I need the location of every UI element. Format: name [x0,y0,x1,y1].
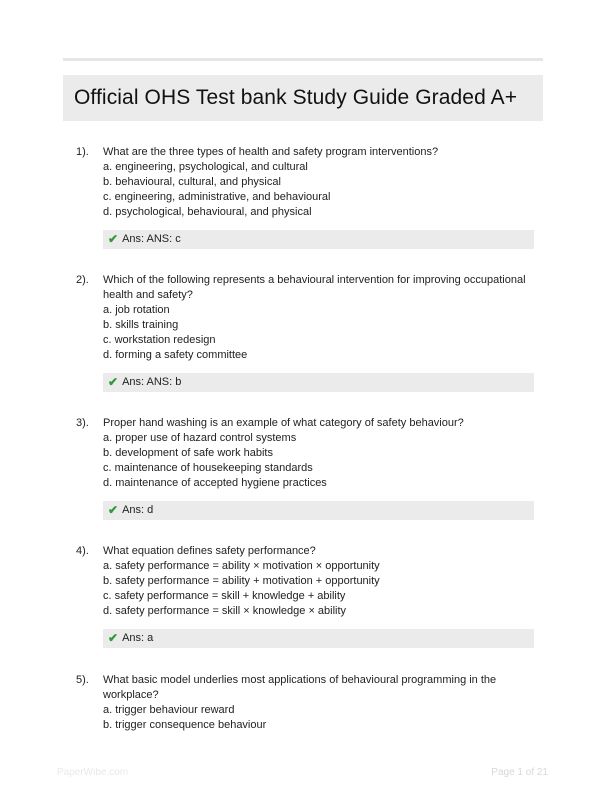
question-number: 3). [76,417,89,429]
answer-box-4 [103,629,534,648]
option-b: b. development of safe work habits [103,447,273,459]
answer-text: Ans: d [122,504,154,516]
question-number: 5). [76,674,89,686]
footer-watermark: PaperWibe.com [57,767,129,778]
title-banner [63,75,543,121]
option-d: d. maintenance of accepted hygiene practices [103,477,327,489]
question-body [103,273,528,363]
option-b: b. trigger consequence behaviour [103,719,267,731]
checkmark-icon: ✔ [108,503,119,517]
option-a: a. proper use of hazard control systems [103,432,297,444]
answer-box-1 [103,230,534,249]
question-body [103,145,528,220]
option-d: d. psychological, behavioural, and physical [103,206,312,218]
option-list [103,703,528,733]
answer-text: Ans: ANS: c [122,233,181,245]
question-text: What equation defines safety performance? [103,545,316,557]
option-d: d. forming a safety committee [103,349,248,361]
question-text: Proper hand washing is an example of what category of safety behaviour? [103,417,464,429]
checkmark-icon: ✔ [108,232,119,246]
question-body [103,544,528,619]
question-number: 4). [76,545,89,557]
option-d: d. safety performance = skill × knowledge × ability [103,605,347,617]
question-text: What are the three types of health and safety program interventions? [103,146,439,158]
option-list [103,160,528,220]
option-list [103,431,528,491]
checkmark-icon: ✔ [108,375,119,389]
answer-text: Ans: ANS: b [122,376,182,388]
answer-text: Ans: a [122,632,154,644]
option-c: c. workstation redesign [103,334,216,346]
question-text: What basic model underlies most applications of behavioural programming in the workplace? [103,674,497,701]
checkmark-icon: ✔ [108,631,119,645]
question-body [103,673,528,733]
option-a: a. trigger behaviour reward [103,704,235,716]
question-number: 1). [76,146,89,158]
top-divider [63,58,543,61]
option-b: b. safety performance = ability + motivation + opportunity [103,575,380,587]
option-c: c. engineering, administrative, and behavioural [103,191,331,203]
option-a: a. job rotation [103,304,170,316]
option-a: a. safety performance = ability × motivation × opportunity [103,560,380,572]
document-title: Official OHS Test bank Study Guide Graded A+ [74,86,518,109]
question-body [103,416,528,491]
option-list [103,303,528,363]
answer-box-2 [103,373,534,392]
option-b: b. skills training [103,319,179,331]
answer-box-3 [103,501,534,520]
option-a: a. engineering, psychological, and cultural [103,161,308,173]
page-indicator: Page 1 of 21 [491,767,548,778]
question-text: Which of the following represents a behavioural intervention for improving occupational health and safety? [103,274,526,301]
question-number: 2). [76,274,89,286]
option-list [103,559,528,619]
option-c: c. safety performance = skill + knowledge + ability [103,590,346,602]
option-b: b. behavioural, cultural, and physical [103,176,281,188]
option-c: c. maintenance of housekeeping standards [103,462,313,474]
